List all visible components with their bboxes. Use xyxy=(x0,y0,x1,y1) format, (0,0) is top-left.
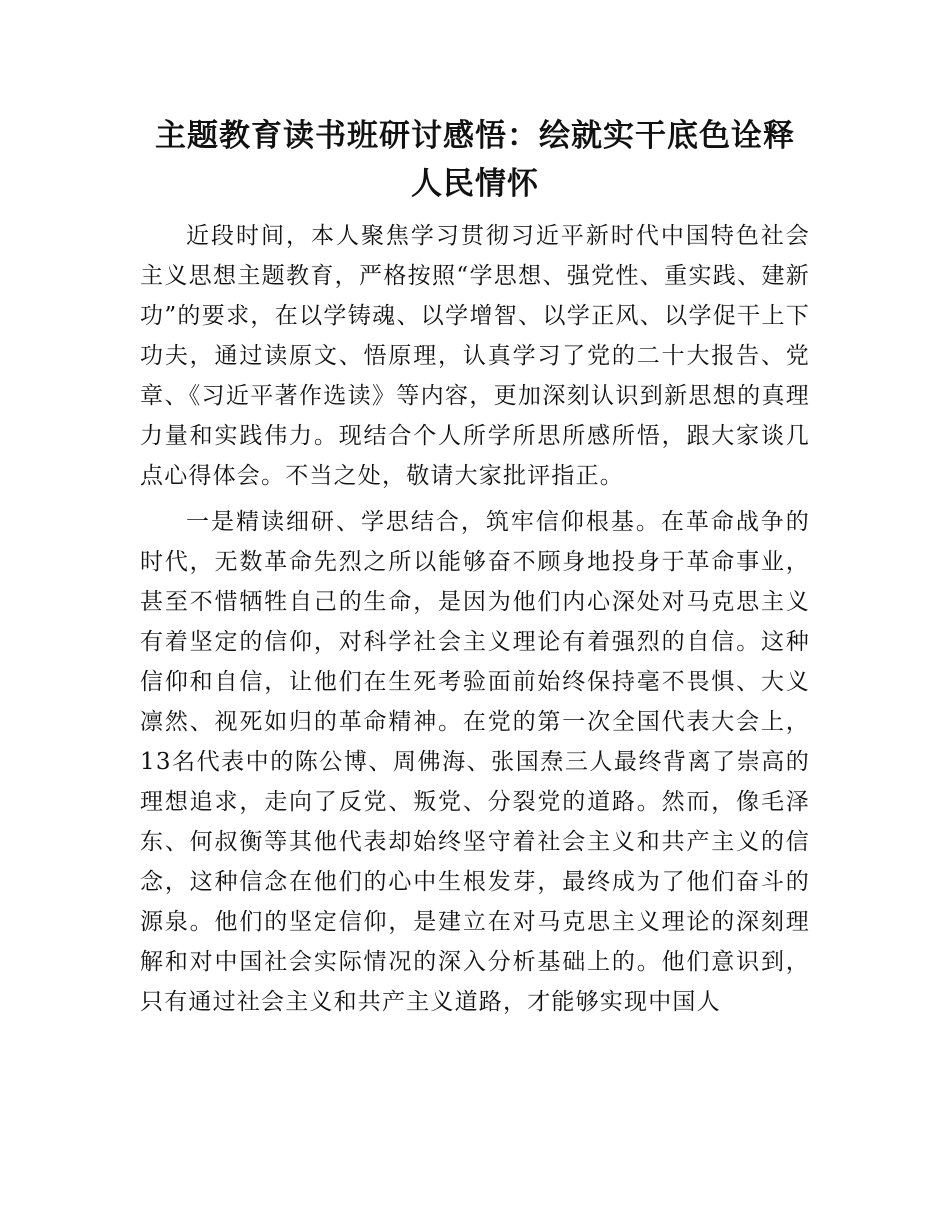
document-title: 主题教育读书班研讨感悟：绘就实干底色诠释人民情怀 xyxy=(155,118,795,202)
intro-paragraph: 近段时间，本人聚焦学习贯彻习近平新时代中国特色社会主义思想主题教育，严格按照“学思想、强党性、重实践、建新功”的要求，在以学铸魂、以学增智、以学正风、以学促干上下功夫，通过读原文、悟原理，认真学习了党的二十大报告、党章、《习近平著作选读》等内容，更加深刻认识到新思想的真理力量和实践伟力。现结合个人所学所思所感所悟，跟大家谈几点心得体会。不当之处，敬请大家批评指正。 xyxy=(140,223,810,489)
document-body xyxy=(140,216,810,1026)
section-one-paragraph: 一是精读细研、学思结合，筑牢信仰根基。在革命战争的时代，无数革命先烈之所以能够奋不顾身地投身于革命事业，甚至不惜牺牲自己的生命，是因为他们内心深处对马克思主义有着坚定的信仰，对科学社会主义理论有着强烈的自信。这种信仰和自信，让他们在生死考验面前始终保持毫不畏惧、大义凛然、视死如归的革命精神。在党的第一次全国代表大会上，13名代表中的陈公博、周佛海、张国焘三人最终背离了崇高的理想追求，走向了反党、叛党、分裂党的道路。然而，像毛泽东、何叔衡等其他代表却始终坚守着社会主义和共产主义的信念，这种信念在他们的心中生根发芽，最终成为了他们奋斗的源泉。他们的坚定信仰，是建立在对马克思主义理论的深刻理解和对中国社会实际情况的深入分析基础上的。他们意识到，只有通过社会主义和共产主义道路，才能够实现中国人 xyxy=(140,509,810,1015)
